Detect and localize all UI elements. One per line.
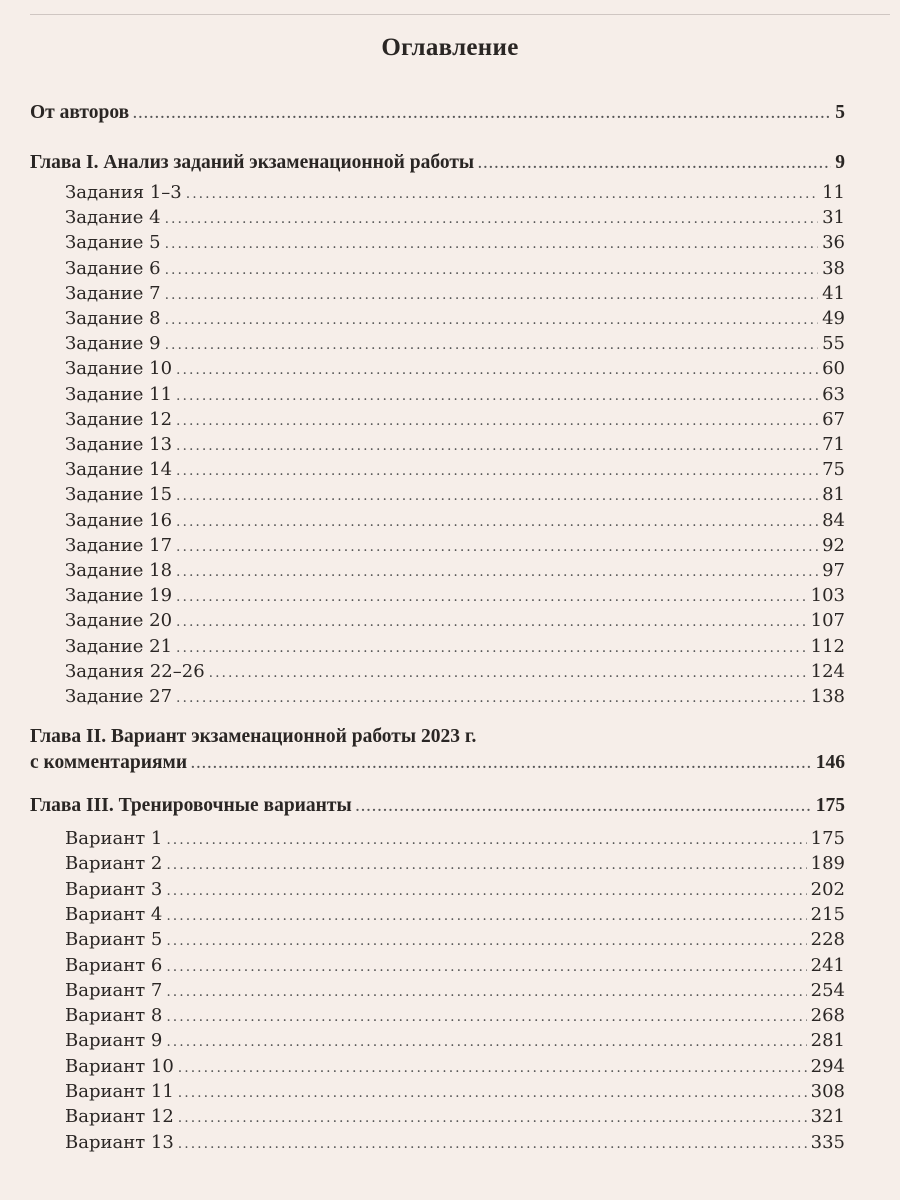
dot-leader — [165, 207, 819, 232]
dot-leader — [165, 283, 819, 308]
toc-item[interactable] — [65, 927, 845, 952]
toc-item[interactable] — [65, 407, 845, 432]
dot-leader — [176, 585, 807, 610]
toc-chapter-1[interactable] — [30, 150, 845, 175]
toc-entry-page: 103 — [810, 585, 845, 607]
toc-entry-label: Задание 6 — [65, 257, 161, 279]
dot-leader — [133, 102, 831, 127]
toc-entry-label: Задания 1–3 — [65, 182, 182, 203]
toc-entry-page: 146 — [815, 752, 845, 773]
dot-leader — [191, 752, 812, 777]
toc-item[interactable] — [65, 851, 845, 876]
toc-entry-page: 335 — [810, 1131, 845, 1153]
toc-entry-label: Задание 19 — [65, 585, 173, 607]
toc-item[interactable] — [65, 608, 845, 633]
toc-entry-label: Задание 10 — [65, 358, 173, 380]
toc-entry-page: 92 — [822, 534, 845, 556]
dot-leader — [166, 980, 806, 1005]
dot-leader — [478, 152, 831, 177]
toc-entry-page: 41 — [822, 282, 845, 304]
dot-leader — [166, 853, 806, 878]
dot-leader — [176, 560, 818, 585]
dot-leader — [166, 1005, 806, 1030]
toc-entry-label: Задание 8 — [65, 308, 161, 329]
toc-entry-label: Задание 4 — [65, 207, 161, 229]
toc-item[interactable] — [65, 877, 845, 902]
toc-entry-label: Глава I. Анализ заданий экзаменационной работы — [30, 152, 475, 173]
toc-entry-page: 84 — [822, 509, 845, 531]
toc-entry-page: 241 — [810, 954, 845, 976]
toc-entry-page: 9 — [835, 152, 845, 173]
toc-item[interactable] — [65, 356, 845, 381]
dot-leader — [186, 182, 818, 207]
dot-leader — [166, 879, 806, 904]
dot-leader — [178, 1132, 807, 1157]
dot-leader — [178, 1056, 807, 1081]
toc-item[interactable] — [65, 205, 845, 230]
toc-entry-page: 268 — [810, 1005, 845, 1027]
toc-entry-label: Вариант 10 — [65, 1055, 174, 1077]
toc-item[interactable] — [65, 306, 845, 331]
toc-entry-page: 75 — [822, 459, 845, 481]
dot-leader — [176, 434, 818, 459]
toc-item[interactable] — [65, 1054, 845, 1079]
toc-entry-label: Задание 13 — [65, 434, 173, 455]
toc-entry-label: Вариант 11 — [65, 1081, 174, 1102]
toc-item[interactable] — [65, 1003, 845, 1028]
toc-entry-label: Задание 15 — [65, 484, 173, 506]
toc-intro[interactable] — [30, 100, 845, 125]
toc-entry-page: 63 — [822, 383, 845, 405]
dot-leader — [176, 384, 818, 409]
dot-leader — [166, 1030, 806, 1055]
toc-entry-label: Задания 22–26 — [65, 660, 205, 682]
toc-chapter-2-title[interactable]: Глава II. Вариант экзаменационной работы 2023 г. — [30, 726, 477, 747]
toc-entry-page: 11 — [822, 182, 845, 203]
dot-leader — [176, 610, 807, 635]
toc-entry-label: Задание 27 — [65, 686, 173, 707]
toc-entry-page: 202 — [810, 878, 845, 900]
toc-entry-page: 294 — [810, 1055, 845, 1077]
dot-leader — [165, 232, 819, 257]
dot-leader — [176, 409, 818, 434]
toc-entry-label: Задание 5 — [65, 232, 161, 254]
dot-leader — [176, 686, 807, 711]
dot-leader — [165, 258, 819, 283]
page-title: Оглавление — [381, 34, 519, 61]
toc-entry-label: От авторов — [30, 102, 130, 123]
toc-entry-label: Вариант 9 — [65, 1030, 163, 1052]
toc-chapter-3[interactable] — [30, 793, 845, 818]
toc-entry-label: Вариант 8 — [65, 1005, 163, 1027]
toc-entry-page: 189 — [810, 853, 845, 875]
toc-entry-label: Задание 11 — [65, 383, 173, 405]
toc-entry-page: 5 — [835, 102, 845, 123]
toc-entry-page: 55 — [822, 333, 845, 355]
toc-item[interactable] — [65, 1130, 845, 1155]
toc-entry-page: 321 — [810, 1106, 845, 1128]
dot-leader — [209, 661, 807, 686]
toc-entry-page: 31 — [822, 207, 845, 229]
toc-item[interactable] — [65, 583, 845, 608]
dot-leader — [176, 459, 818, 484]
toc-chapter-2[interactable] — [30, 750, 845, 775]
toc-entry-label: Задание 9 — [65, 333, 161, 355]
toc-entry-page: 138 — [810, 686, 845, 707]
toc-entry-page: 175 — [810, 828, 845, 849]
toc-entry-label: Задание 17 — [65, 534, 173, 556]
toc-item[interactable] — [65, 533, 845, 558]
toc-item[interactable] — [65, 281, 845, 306]
toc-entry-label: Задание 16 — [65, 509, 173, 531]
toc-entry-label: Вариант 3 — [65, 878, 163, 900]
toc-item[interactable] — [65, 382, 845, 407]
toc-entry-label: Задание 18 — [65, 560, 173, 581]
toc-entry-label: Вариант 1 — [65, 828, 163, 849]
toc-item[interactable] — [65, 634, 845, 659]
toc-item[interactable] — [65, 978, 845, 1003]
toc-item[interactable] — [65, 826, 845, 851]
toc-item[interactable] — [65, 1028, 845, 1053]
dot-leader — [178, 1106, 807, 1131]
dot-leader — [176, 636, 807, 661]
toc-entry-label: Вариант 7 — [65, 979, 163, 1001]
dot-leader — [166, 828, 806, 853]
toc-entry-page: 49 — [822, 308, 845, 329]
toc-entry-page: 71 — [822, 434, 845, 455]
toc-item[interactable] — [65, 684, 845, 709]
toc-entry-label: Глава III. Тренировочные варианты — [30, 795, 352, 816]
toc-entry-label: Задание 20 — [65, 610, 173, 632]
toc-entry-page: 254 — [810, 979, 845, 1001]
toc-item[interactable] — [65, 508, 845, 533]
toc-entry-label: Задание 7 — [65, 282, 161, 304]
toc-entry-page: 215 — [810, 903, 845, 925]
toc-entry-label: Вариант 2 — [65, 853, 163, 875]
toc-entry-label: Вариант 13 — [65, 1131, 174, 1153]
dot-leader — [176, 484, 818, 509]
toc-item[interactable] — [65, 331, 845, 356]
toc-item[interactable] — [65, 659, 845, 684]
dot-leader — [165, 333, 819, 358]
toc-item[interactable] — [65, 230, 845, 255]
toc-entry-page: 175 — [815, 795, 845, 816]
toc-entry-label: Задание 21 — [65, 635, 173, 657]
toc-entry-page: 81 — [822, 484, 845, 506]
dot-leader — [178, 1081, 807, 1106]
toc-entry-page: 228 — [810, 929, 845, 951]
dot-leader — [176, 358, 818, 383]
toc-item[interactable] — [65, 558, 845, 583]
toc-entry-page: 36 — [822, 232, 845, 254]
toc-entry-label: Вариант 5 — [65, 929, 163, 951]
toc-entry-page: 38 — [822, 257, 845, 279]
toc-entry-page: 281 — [810, 1030, 845, 1052]
toc-item[interactable] — [65, 482, 845, 507]
toc-item[interactable] — [65, 1079, 845, 1104]
dot-leader — [176, 535, 818, 560]
toc-entry-label: Вариант 4 — [65, 903, 163, 925]
toc-item[interactable] — [65, 256, 845, 281]
toc-entry-label: Вариант 12 — [65, 1106, 174, 1128]
dot-leader — [166, 929, 806, 954]
dot-leader — [166, 904, 806, 929]
toc-entry-page: 308 — [810, 1081, 845, 1102]
toc-item[interactable] — [65, 180, 845, 205]
toc-item[interactable] — [65, 902, 845, 927]
toc-entry-page: 107 — [810, 610, 845, 632]
toc-entry-label: Задание 12 — [65, 408, 173, 430]
toc-item[interactable] — [65, 457, 845, 482]
dot-leader — [356, 795, 812, 820]
toc-item[interactable] — [65, 432, 845, 457]
toc-entry-label: Вариант 6 — [65, 954, 163, 976]
dot-leader — [165, 308, 819, 333]
toc-entry-page: 60 — [822, 358, 845, 380]
header-rule — [30, 14, 890, 15]
toc-item[interactable] — [65, 1104, 845, 1129]
toc-entry-label: с комментариями — [30, 752, 188, 773]
dot-leader — [176, 510, 818, 535]
toc-entry-page: 112 — [810, 635, 845, 657]
toc-entry-page: 97 — [822, 560, 845, 581]
toc-item[interactable] — [65, 953, 845, 978]
toc-entry-page: 67 — [822, 408, 845, 430]
toc-entry-label: Задание 14 — [65, 459, 173, 481]
dot-leader — [166, 955, 806, 980]
toc-entry-page: 124 — [810, 660, 845, 682]
